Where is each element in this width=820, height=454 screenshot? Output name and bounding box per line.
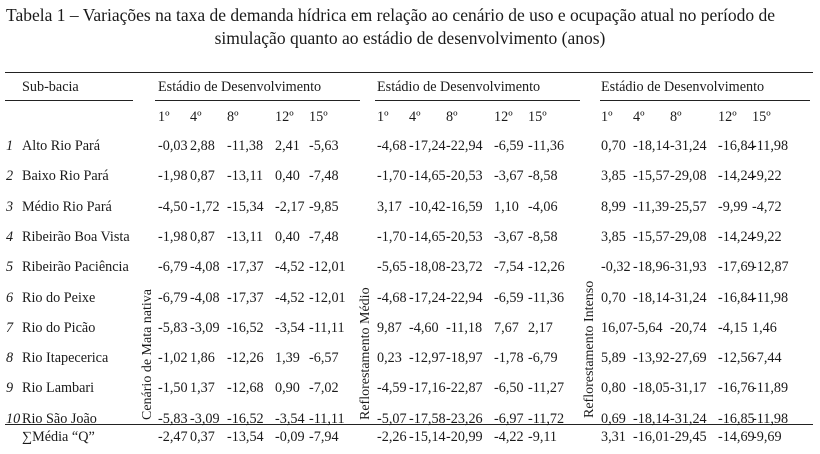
header-rule-group-2 [375, 100, 580, 101]
cell-value: -5,65 [377, 259, 407, 276]
cell-value: -6,97 [494, 410, 524, 427]
header-rule-group-3 [600, 100, 810, 101]
cell-value: 0,87 [190, 168, 215, 185]
cell-value: -4,72 [752, 198, 782, 215]
cell-value: -14,24 [718, 168, 755, 185]
year-header: 4º [190, 109, 202, 125]
row-number: 2 [6, 168, 14, 185]
year-header: 12º [718, 109, 737, 125]
cell-value: -22,94 [446, 289, 483, 306]
row-name: Rio Itapecerica [22, 350, 109, 367]
total-label: ∑Média “Q” [22, 429, 95, 445]
cell-value: -15,34 [227, 198, 264, 215]
cell-value: -10,42 [409, 198, 446, 215]
year-header: 1º [377, 109, 389, 125]
cell-value: -3,54 [275, 410, 305, 427]
row-number: 7 [6, 319, 14, 336]
cell-value: -4,68 [377, 289, 407, 306]
cell-value: -17,58 [409, 410, 446, 427]
cell-value: -0,03 [158, 138, 188, 154]
row-number: 1 [6, 138, 14, 154]
cell-value: -1,98 [158, 168, 188, 185]
cell-value: -18,14 [633, 289, 670, 306]
cell-value: -20,74 [670, 319, 707, 336]
cell-value: -5,07 [377, 410, 407, 427]
cell-value: -6,79 [528, 350, 558, 367]
year-header: 15º [309, 109, 328, 125]
cell-value: -18,14 [633, 410, 670, 427]
cell-value: -11,98 [752, 289, 789, 306]
cell-value: -8,58 [528, 228, 558, 245]
cell-value: -15,57 [633, 228, 670, 245]
year-header: 8º [670, 109, 682, 125]
group-header: Estádio de Desenvolvimento [601, 79, 765, 95]
year-header: 8º [227, 109, 239, 125]
cell-value: -2,17 [275, 198, 305, 215]
cell-value: -11,36 [528, 138, 565, 154]
cell-value: -12,26 [528, 259, 565, 276]
cell-value: -11,27 [528, 380, 565, 397]
total-value: -0,09 [275, 429, 305, 445]
cell-value: -3,67 [494, 228, 524, 245]
cell-value: -12,97 [409, 350, 446, 367]
year-header: 4º [633, 109, 645, 125]
cell-value: -0,32 [601, 259, 631, 276]
cell-value: -29,08 [670, 228, 707, 245]
cell-value: -4,52 [275, 259, 305, 276]
cell-value: -14,24 [718, 228, 755, 245]
cell-value: -11,36 [528, 289, 565, 306]
cell-value: -25,57 [670, 198, 707, 215]
cell-value: -23,72 [446, 259, 483, 276]
cell-value: -20,53 [446, 168, 483, 185]
cell-value: 3,85 [601, 168, 626, 185]
cell-value: 9,87 [377, 319, 402, 336]
cell-value: -22,94 [446, 138, 483, 154]
cell-value: -1,78 [494, 350, 524, 367]
cell-value: 16,07 [601, 319, 633, 336]
cell-value: -4,06 [528, 198, 558, 215]
cell-value: -12,01 [309, 259, 346, 276]
cell-value: -11,72 [528, 410, 565, 427]
cell-value: 0,70 [601, 289, 626, 306]
cell-value: -7,02 [309, 380, 339, 397]
cell-value: -3,54 [275, 319, 305, 336]
cell-value: -7,48 [309, 228, 339, 245]
cell-value: -16,84 [718, 289, 755, 306]
cell-value: -18,05 [633, 380, 670, 397]
cell-value: -16,52 [227, 410, 264, 427]
cell-value: -17,16 [409, 380, 446, 397]
cell-value: -4,59 [377, 380, 407, 397]
scenario-label: Cenário de Mata nativa [140, 288, 155, 420]
cell-value: -5,83 [158, 410, 188, 427]
cell-value: -11,11 [309, 410, 345, 427]
cell-value: -31,24 [670, 410, 707, 427]
row-number: 4 [6, 228, 14, 245]
total-value: -2,47 [158, 429, 188, 445]
cell-value: -17,37 [227, 259, 264, 276]
cell-value: -8,58 [528, 168, 558, 185]
total-value: 3,31 [601, 429, 626, 445]
header-rule-subbacia [5, 100, 133, 101]
cell-value: 0,23 [377, 350, 402, 367]
total-value: -2,26 [377, 429, 407, 445]
cell-value: -31,24 [670, 289, 707, 306]
cell-value: 1,37 [190, 380, 215, 397]
cell-value: -1,70 [377, 228, 407, 245]
cell-value: -31,17 [670, 380, 707, 397]
row-name: Rio São João [22, 410, 97, 427]
cell-value: -13,92 [633, 350, 670, 367]
total-value: -9,69 [752, 429, 782, 445]
cell-value: -3,09 [190, 319, 220, 336]
row-name: Rio Lambari [22, 380, 95, 397]
cell-value: -12,87 [752, 259, 789, 276]
cell-value: 0,87 [190, 228, 215, 245]
row-name: Alto Rio Pará [22, 138, 101, 154]
cell-value: -4,52 [275, 289, 305, 306]
cell-value: -6,59 [494, 138, 524, 154]
cell-value: -16,59 [446, 198, 483, 215]
cell-value: -6,79 [158, 259, 188, 276]
cell-value: -27,69 [670, 350, 707, 367]
cell-value: -13,11 [227, 168, 264, 185]
cell-value: 1,10 [494, 198, 519, 215]
cell-value: -18,97 [446, 350, 483, 367]
cell-value: -31,93 [670, 259, 707, 276]
cell-value: 0,40 [275, 228, 300, 245]
row-name: Rio do Peixe [22, 289, 96, 306]
cell-value: 0,90 [275, 380, 300, 397]
cell-value: -11,38 [227, 138, 264, 154]
cell-value: -11,18 [446, 319, 483, 336]
cell-value: -11,98 [752, 410, 789, 427]
total-value: -13,54 [227, 429, 264, 445]
cell-value: -23,26 [446, 410, 483, 427]
cell-value: -4,08 [190, 289, 220, 306]
caption-line-2: simulação quanto ao estádio de desenvolvimento (anos) [214, 28, 606, 48]
cell-value: -18,08 [409, 259, 446, 276]
cell-value: -31,24 [670, 138, 707, 154]
cell-value: -1,98 [158, 228, 188, 245]
cell-value: -17,24 [409, 138, 446, 154]
cell-value: 0,40 [275, 168, 300, 185]
year-header: 12º [494, 109, 513, 125]
year-header: 1º [158, 109, 170, 125]
cell-value: -16,76 [718, 380, 755, 397]
scenario-label: Reflorestamento Médio [358, 287, 373, 420]
cell-value: 2,41 [275, 138, 300, 154]
cell-value: -4,68 [377, 138, 407, 154]
cell-value: 2,17 [528, 319, 553, 336]
cell-value: 5,89 [601, 350, 626, 367]
row-number: 6 [6, 289, 14, 306]
cell-value: -9,22 [752, 168, 782, 185]
cell-value: -12,68 [227, 380, 264, 397]
cell-value: -17,24 [409, 289, 446, 306]
header-subbacia: Sub-bacia [22, 79, 79, 95]
total-value: -16,01 [633, 429, 670, 445]
cell-value: -12,01 [309, 289, 346, 306]
cell-value: -11,39 [633, 198, 670, 215]
group-header: Estádio de Desenvolvimento [158, 79, 322, 95]
cell-value: -14,65 [409, 168, 446, 185]
cell-value: -14,65 [409, 228, 446, 245]
cell-value: 3,85 [601, 228, 626, 245]
row-name: Médio Rio Pará [22, 198, 112, 215]
caption-line-1: Tabela 1 – Variações na taxa de demanda hídrica em relação ao cenário de uso e ocupação atual no período de [6, 5, 776, 25]
cell-value: -6,57 [309, 350, 339, 367]
year-header: 4º [409, 109, 421, 125]
cell-value: -17,69 [718, 259, 755, 276]
cell-value: -7,44 [752, 350, 782, 367]
cell-value: -6,59 [494, 289, 524, 306]
total-value: -14,69 [718, 429, 755, 445]
cell-value: 0,70 [601, 138, 626, 154]
cell-value: -12,56 [718, 350, 755, 367]
cell-value: -9,22 [752, 228, 782, 245]
row-name: Ribeirão Boa Vista [22, 228, 130, 245]
row-number: 5 [6, 259, 14, 276]
year-header: 15º [528, 109, 547, 125]
top-rule [5, 72, 813, 73]
cell-value: 3,17 [377, 198, 402, 215]
cell-value: -5,64 [633, 319, 663, 336]
year-header: 8º [446, 109, 458, 125]
cell-value: -3,09 [190, 410, 220, 427]
cell-value: -4,08 [190, 259, 220, 276]
year-header: 12º [275, 109, 294, 125]
cell-value: -13,11 [227, 228, 264, 245]
row-number: 9 [6, 380, 14, 397]
cell-value: -29,08 [670, 168, 707, 185]
cell-value: 1,86 [190, 350, 215, 367]
cell-value: -11,11 [309, 319, 345, 336]
cell-value: -16,52 [227, 319, 264, 336]
total-value: -29,45 [670, 429, 707, 445]
cell-value: -11,98 [752, 138, 789, 154]
cell-value: -3,67 [494, 168, 524, 185]
cell-value: 1,39 [275, 350, 300, 367]
cell-value: -6,50 [494, 380, 524, 397]
cell-value: 7,67 [494, 319, 519, 336]
cell-value: 2,88 [190, 138, 215, 154]
cell-value: -15,57 [633, 168, 670, 185]
cell-value: -7,48 [309, 168, 339, 185]
group-header: Estádio de Desenvolvimento [377, 79, 541, 95]
cell-value: -4,60 [409, 319, 439, 336]
cell-value: -16,84 [718, 138, 755, 154]
cell-value: -11,89 [752, 380, 789, 397]
cell-value: -12,26 [227, 350, 264, 367]
total-value: -7,94 [309, 429, 339, 445]
total-value: -20,99 [446, 429, 483, 445]
cell-value: 8,99 [601, 198, 626, 215]
cell-value: -4,50 [158, 198, 188, 215]
year-header: 1º [601, 109, 613, 125]
cell-value: -9,99 [718, 198, 748, 215]
cell-value: -7,54 [494, 259, 524, 276]
scenario-label: Reflorestamento Intenso [582, 280, 597, 418]
total-value: -4,22 [494, 429, 524, 445]
cell-value: -5,63 [309, 138, 339, 154]
cell-value: 0,80 [601, 380, 626, 397]
row-number: 10 [6, 410, 21, 427]
total-value: -15,14 [409, 429, 446, 445]
row-number: 8 [6, 350, 14, 367]
cell-value: -1,70 [377, 168, 407, 185]
cell-value: -6,79 [158, 289, 188, 306]
total-value: 0,37 [190, 429, 215, 445]
cell-value: -4,15 [718, 319, 748, 336]
cell-value: 0,69 [601, 410, 626, 427]
cell-value: -1,02 [158, 350, 188, 367]
total-value: -9,11 [528, 429, 558, 445]
row-name: Rio do Picão [22, 319, 96, 336]
cell-value: 1,46 [752, 319, 777, 336]
row-number: 3 [6, 198, 14, 215]
year-header: 15º [752, 109, 771, 125]
row-name: Baixo Rio Pará [22, 168, 109, 185]
cell-value: -1,72 [190, 198, 220, 215]
cell-value: -18,96 [633, 259, 670, 276]
cell-value: -20,53 [446, 228, 483, 245]
cell-value: -17,37 [227, 289, 264, 306]
cell-value: -9,85 [309, 198, 339, 215]
cell-value: -5,83 [158, 319, 188, 336]
cell-value: -22,87 [446, 380, 483, 397]
cell-value: -16,85 [718, 410, 755, 427]
header-rule-group-1 [155, 100, 360, 101]
cell-value: -1,50 [158, 380, 188, 397]
cell-value: -18,14 [633, 138, 670, 154]
row-name: Ribeirão Paciência [22, 259, 129, 276]
